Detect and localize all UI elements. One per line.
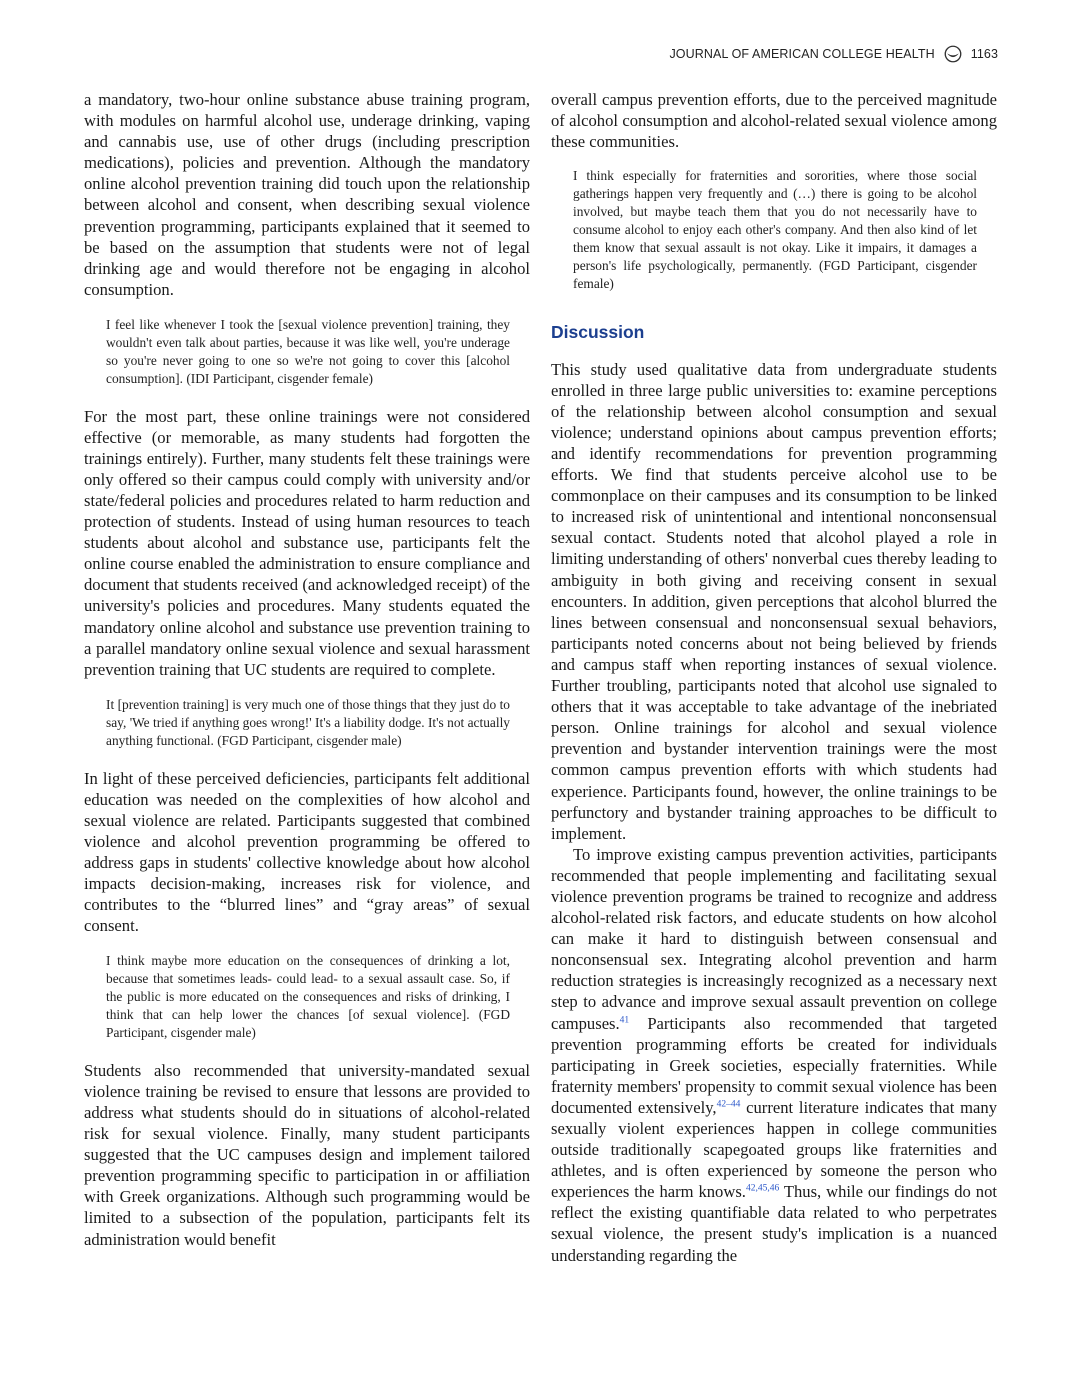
participant-quote: I feel like whenever I took the [sexual violence prevention] training, they wouldn't even talk about parties, because it was like well, you're underage so you're never going to one so we're not going to cover this [alcohol consumption]. (IDI Participant, cisgender female) [106, 316, 510, 386]
citation-link[interactable]: 42–44 [716, 1099, 741, 1110]
body-paragraph [551, 844, 997, 1266]
participant-quote: It [prevention training] is very much one of those things that they just do to say, 'We tried if anything goes wrong!' It's a liability dodge. It's not actually anything functional. (FGD Participant, cisgender male) [106, 696, 510, 748]
citation-link[interactable]: 42,45,46 [745, 1183, 780, 1194]
left-column [84, 89, 530, 1250]
body-paragraph: Students also recommended that university-mandated sexual violence training be revised to ensure that lessons are provided to address what students should do in situations of alcohol-related risk for sexual violence. Finally, many student participants suggested that the UC campuses design and implement tailored prevention programming specific to participation in or affiliation with Greek organizations. Although such programming would be limited to a subsection of the population, participants felt its administration would benefit [84, 1060, 530, 1249]
body-paragraph: a mandatory, two-hour online substance abuse training program, with modules on harmful alcohol use, underage drinking, vaping and cannabis use, use of other drugs (including prescription medications), policies and prevention. Although the mandatory online alcohol prevention training did touch upon the relationship between alcohol and consent, when describing sexual violence prevention programming, participants explained that it seemed to be based on the assumption that students were not of legal drinking age and would therefore not be engaging in alcohol consumption. [84, 90, 530, 299]
page-number: 1163 [970, 47, 998, 61]
journal-logo-icon [944, 45, 962, 63]
citation-link[interactable]: 41 [619, 1015, 630, 1025]
participant-quote: I think maybe more education on the consequences of drinking a lot, because that sometimes leads- could lead- to a sexual assault case. So, if the public is more educated on the consequences and risks of drinking, I think that can help lower the chances [of sexual violence]. (FGD Participant, cisgender male) [106, 953, 510, 1040]
paragraph-text: To improve existing campus prevention activities, participants recommended that people implementing and facilitating sexual violence prevention programs be trained to recognize and address alcohol-related risk factors, and educate students on how alcohol can make it hard to distinguish between consensual and nonconsensual sex. Integrating alcohol prevention and harm reduction strategies is increasingly recognized as a necessary next step to advance and improve sexual assault prevention on college campuses. [551, 844, 997, 1033]
running-head [669, 44, 998, 64]
journal-title: JOURNAL OF AMERICAN COLLEGE HEALTH [669, 47, 935, 61]
paragraph-text: Participants also recommended that targeted prevention programming efforts be created for individuals participating in Greek societies, especially fraternities. While fraternity members' propensity to commit sexual violence has been documented extensively, [551, 1013, 997, 1117]
participant-quote: I think especially for fraternities and sororities, where those social gatherings happen very frequently and (…) there is going to be alcohol involved, but maybe teach them that you do not necessarily have to consume alcohol to enjoy each other's company. And then also kind of let them know that sexual assault is not okay. Like it impairs, it damages a person's life psychologically, permanently. (FGD Participant, cisgender female) [573, 168, 977, 291]
paragraph-text: Thus, while our findings do not reflect the existing quantifiable data related to who perpetrates sexual violence, the present study's implication is a nuanced understanding regarding the [551, 1182, 997, 1265]
paragraph-text: current literature indicates that many sexually violent experiences happen in college communities outside traditionally scapegoated groups like fraternities and athletes, and is often experienced by someone the person who experiences the harm knows. [551, 1097, 997, 1202]
body-paragraph: overall campus prevention efforts, due to the perceived magnitude of alcohol consumption and alcohol-related sexual violence among these communities. [551, 90, 997, 152]
body-paragraph: In light of these perceived deficiencies, participants felt additional education was needed on the complexities of how alcohol and sexual violence are related. Participants suggested that combined violence and alcohol prevention programming be offered to address gaps in students' collective knowledge about how alcohol impacts decision-making, increases risk for violence, and contributes to the “blurred lines” and “gray areas” of sexual consent. [84, 768, 530, 936]
body-paragraph: For the most part, these online trainings were not considered effective (or memorable, as many students had forgotten the trainings entirely). Further, many students felt these trainings were only offered so their campus could comply with university and/or state/federal policies and procedures related to harm reduction and protection of students. Instead of using human resources to teach students about alcohol and substance use, participants felt the online course enabled the administration to ensure compliance and document that students received (and acknowledged receipt) of the university's policies and procedures. Many students equated the mandatory online alcohol and substance use prevention training to a parallel mandatory online sexual violence and sexual harassment prevention training that UC students are required to complete. [84, 406, 530, 679]
section-heading-discussion: Discussion [551, 321, 645, 342]
body-paragraph: This study used qualitative data from undergraduate students enrolled in three large public universities to: examine perceptions of the relationship between alcohol consumption and sexual violence; understand opinions about campus prevention efforts; and identify recommendations for prevention programming efforts. We find that students perceive alcohol use to be commonplace on their campuses and its consumption to be linked to increased risk of unintentional and intentional nonconsensual sexual contact. Students noted that alcohol played a role in limiting understanding of others' nonverbal cues thereby leading to ambiguity in both giving and receiving consent in sexual encounters. In addition, given perceptions that alcohol blurred the lines between consensual and nonconsensual sexual behaviors, participants noted concerns about not being believed by friends and campus staff when reporting instances of sexual violence. Further troubling, participants noted that alcohol use signaled to others that it was acceptable to take advantage of the inebriated person. Online trainings for alcohol and sexual violence prevention and bystander intervention trainings were the most common campus prevention efforts with which students had experience. Participants found, however, the online trainings to be perfunctory and bystander training approaches to be difficult to implement. [551, 359, 997, 843]
right-column [551, 89, 997, 1266]
